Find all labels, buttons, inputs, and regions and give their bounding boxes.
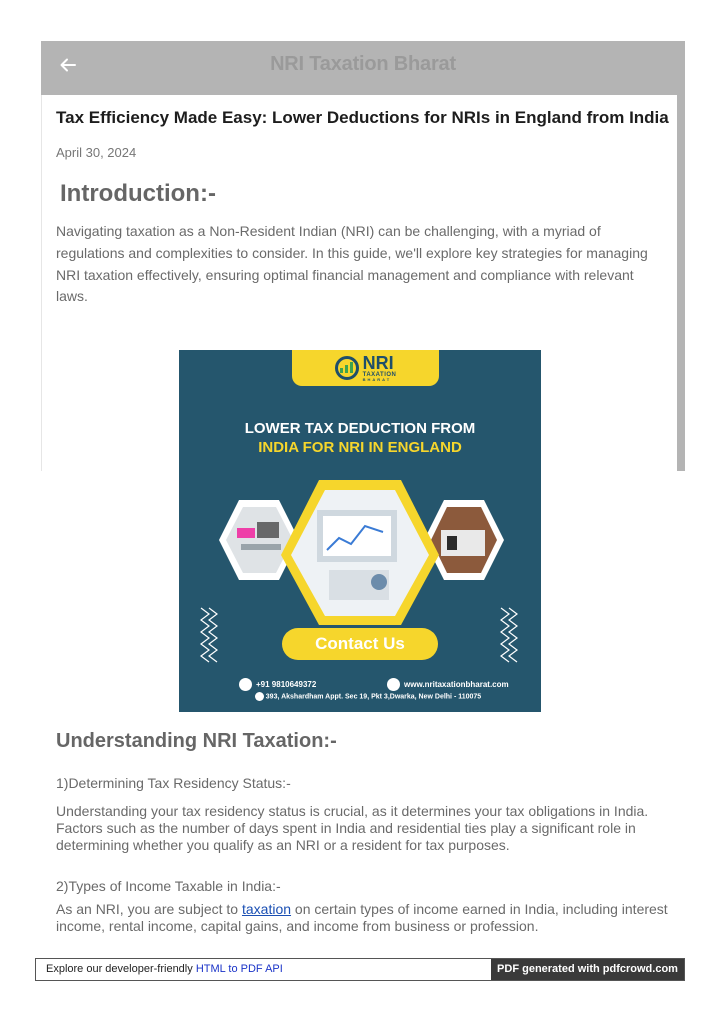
promo-banner-image xyxy=(179,350,541,712)
tax-residency-paragraph: Understanding your tax residency status is crucial, as it determines your tax obligations in India. Factors such as the number of days spent in India and residential ties play a significant role in determining whether you qualify as an NRI or a resident for tax purposes. xyxy=(56,803,649,853)
pdfcrowd-credit-link[interactable]: PDF generated with pdfcrowd.com xyxy=(491,959,684,980)
contact-us-button[interactable]: Contact Us xyxy=(282,628,438,660)
logo-text-taxation: TAXATION xyxy=(362,372,397,378)
taxable-income-paragraph: As an NRI, you are subject to taxation on certain types of income earned in India, including interest income, rental income, capital gains, and income from business or profession. xyxy=(56,901,668,934)
post-title: Tax Efficiency Made Easy: Lower Deductions for NRIs in England from India xyxy=(56,108,669,127)
banner-website: www.nritaxationbharat.com xyxy=(404,680,509,689)
pdf-footer-bar xyxy=(35,958,685,981)
subheading-taxable-income: 2)Types of Income Taxable in India:- xyxy=(56,878,281,894)
app-title: NRI Taxation Bharat xyxy=(270,53,456,75)
phone-icon xyxy=(239,678,252,691)
app-header xyxy=(41,41,685,95)
html-to-pdf-api-link[interactable]: HTML to PDF API xyxy=(195,963,283,975)
logo-text-bharat: BHARAT xyxy=(362,377,392,382)
section-heading: Understanding NRI Taxation:- xyxy=(56,730,337,752)
subheading-tax-residency: 1)Determining Tax Residency Status:- xyxy=(56,775,291,791)
banner-address: 393, Akshardham Appt. Sec 19, Pkt 3,Dwarka, New Delhi - 110075 xyxy=(265,693,482,701)
scrollbar[interactable] xyxy=(677,95,685,471)
footer-promo-text: Explore our developer-friendly xyxy=(46,963,196,975)
banner-headline-line1: LOWER TAX DEDUCTION FROM xyxy=(244,420,476,437)
taxation-link[interactable]: taxation xyxy=(241,901,292,917)
location-pin-icon xyxy=(255,692,264,701)
logo-text-nri: NRI xyxy=(362,353,394,373)
globe-icon xyxy=(387,678,400,691)
banner-headline-line2: INDIA FOR NRI IN ENGLAND xyxy=(258,439,462,456)
banner-phone-number: +91 9810649372 xyxy=(256,680,317,689)
intro-heading: Introduction:- xyxy=(60,180,216,207)
post-date: April 30, 2024 xyxy=(56,145,137,160)
intro-paragraph: Navigating taxation as a Non-Resident Indian (NRI) can be challenging, with a myriad of regulations and complexities to consider. In this guide, we'll explore key strategies for managing NRI taxation effectively, ensuring optimal financial management and compliance with relevant laws. xyxy=(56,223,648,305)
